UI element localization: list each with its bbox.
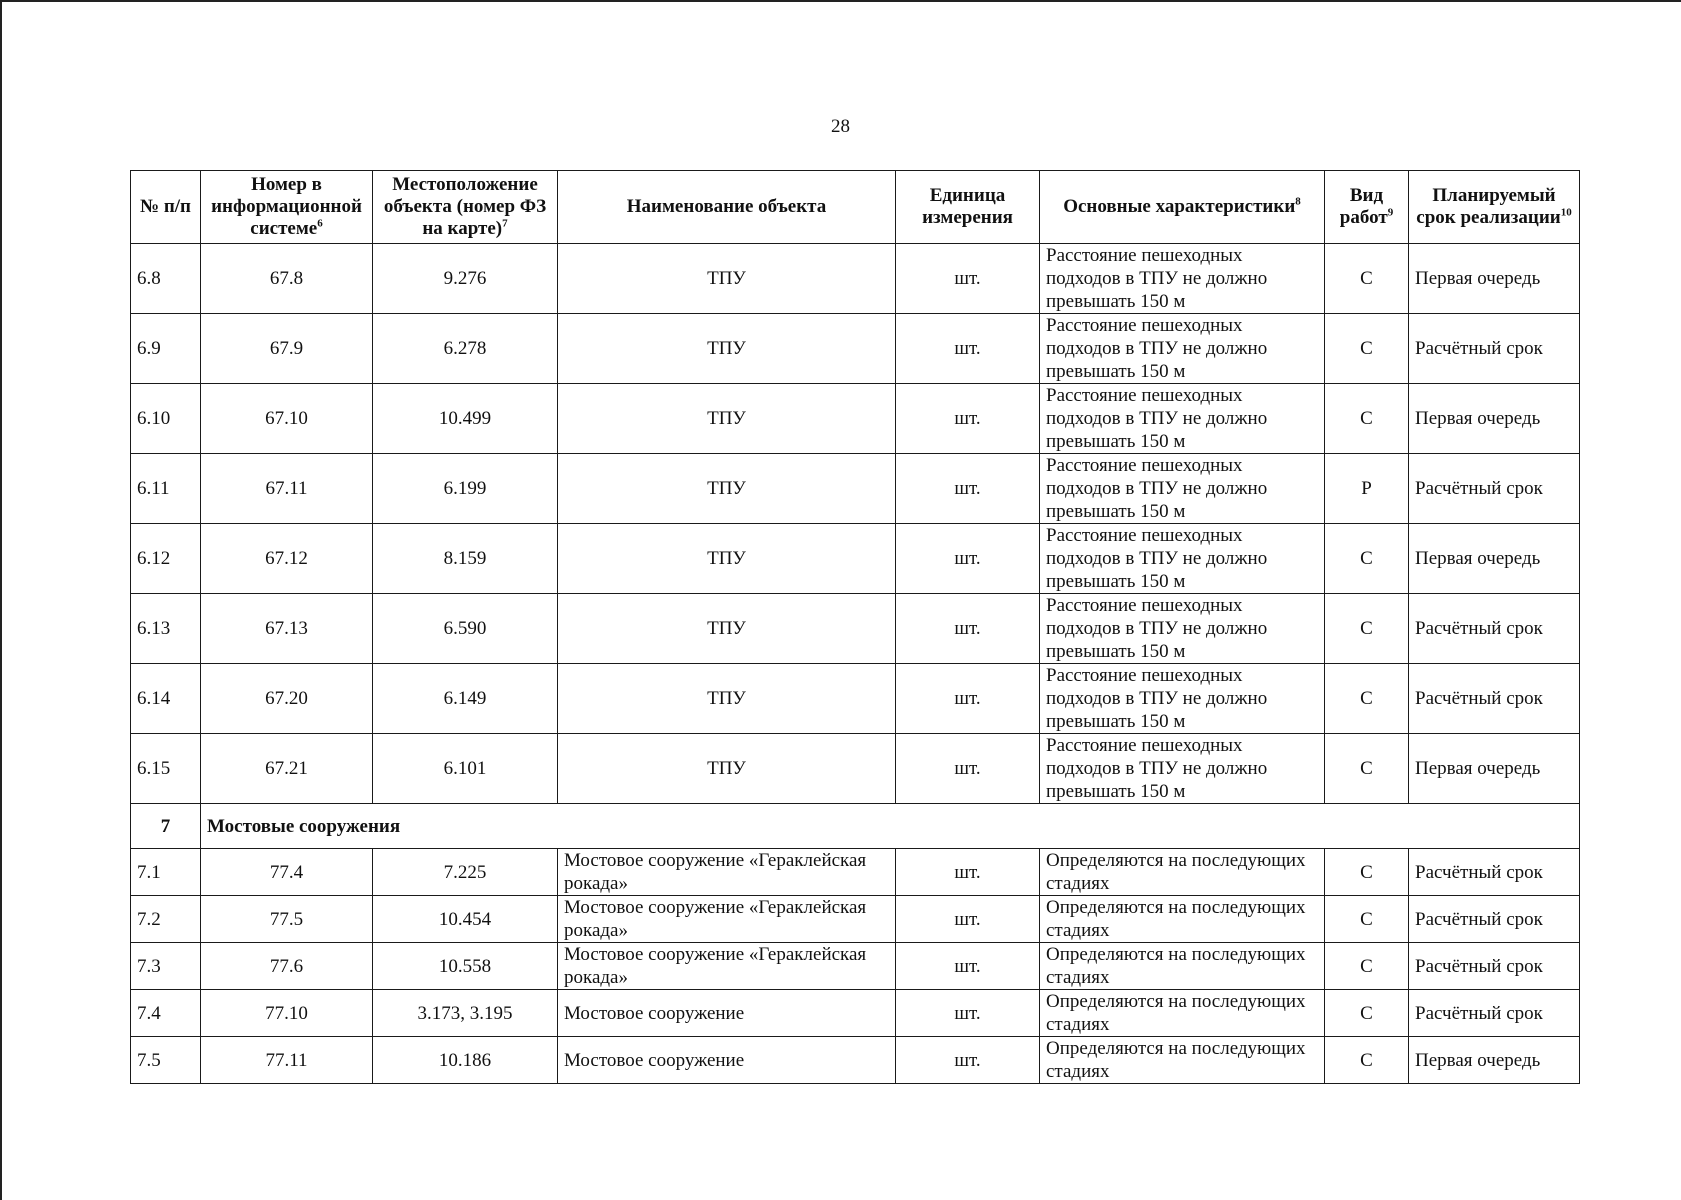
table-row [131,734,1580,804]
table-header-row [131,171,1580,244]
cell-characteristics: Определяются на последующих стадиях [1040,1037,1325,1084]
cell-work-type: С [1325,594,1409,664]
cell-work-type: Р [1325,454,1409,524]
cell-characteristics: Определяются на последующих стадиях [1040,990,1325,1037]
header-characteristics: Основные характеристики$^8$ [1040,171,1325,244]
cell-object-name: Мостовое сооружение «Гераклейская рокада» [558,943,896,990]
cell-location: 7.225 [373,849,558,896]
cell-location: 6.149 [373,664,558,734]
cell-info-number: 77.4 [201,849,373,896]
cell-location: 10.454 [373,896,558,943]
cell-location: 10.186 [373,1037,558,1084]
cell-object-name: ТПУ [558,664,896,734]
cell-work-type: С [1325,896,1409,943]
cell-num: 6.11 [131,454,201,524]
cell-info-number: 67.20 [201,664,373,734]
cell-work-type: С [1325,524,1409,594]
cell-unit: шт. [896,594,1040,664]
table-row [131,664,1580,734]
cell-characteristics: Расстояние пешеходных подходов в ТПУ не должно превышать 150 м [1040,594,1325,664]
cell-work-type: С [1325,1037,1409,1084]
scan-border-top [0,0,1681,2]
section-row [131,804,1580,849]
cell-object-name: ТПУ [558,524,896,594]
cell-work-type: С [1325,664,1409,734]
cell-term: Расчётный срок [1409,664,1580,734]
cell-term: Первая очередь [1409,384,1580,454]
cell-term: Расчётный срок [1409,594,1580,664]
table-row [131,384,1580,454]
cell-term: Расчётный срок [1409,896,1580,943]
cell-object-name: ТПУ [558,594,896,664]
header-object-name: Наименование объекта [558,171,896,244]
table-row [131,990,1580,1037]
cell-info-number: 67.13 [201,594,373,664]
cell-unit: шт. [896,384,1040,454]
scan-border-left [0,0,2,1200]
cell-location: 6.278 [373,314,558,384]
cell-info-number: 67.10 [201,384,373,454]
cell-unit: шт. [896,664,1040,734]
cell-num: 6.14 [131,664,201,734]
table-row [131,524,1580,594]
cell-num: 6.13 [131,594,201,664]
page-number: 28 [831,116,850,137]
cell-num: 6.10 [131,384,201,454]
table-row [131,1037,1580,1084]
cell-info-number: 67.11 [201,454,373,524]
cell-num: 7.2 [131,896,201,943]
cell-info-number: 67.21 [201,734,373,804]
cell-term: Первая очередь [1409,1037,1580,1084]
cell-num: 6.8 [131,244,201,314]
table-body [131,244,1580,1084]
cell-info-number: 67.9 [201,314,373,384]
header-unit: Единица измерения [896,171,1040,244]
cell-object-name: ТПУ [558,454,896,524]
table-row [131,943,1580,990]
cell-unit: шт. [896,734,1040,804]
cell-unit: шт. [896,244,1040,314]
cell-characteristics: Расстояние пешеходных подходов в ТПУ не должно превышать 150 м [1040,314,1325,384]
table-row [131,314,1580,384]
table-row [131,896,1580,943]
cell-unit: шт. [896,943,1040,990]
table-row [131,244,1580,314]
header-location: Местоположение объекта (номер ФЗ на карте)$^7$ [373,171,558,244]
table-row [131,849,1580,896]
cell-work-type: С [1325,734,1409,804]
cell-work-type: С [1325,384,1409,454]
cell-object-name: Мостовое сооружение «Гераклейская рокада» [558,849,896,896]
table-row [131,454,1580,524]
cell-location: 8.159 [373,524,558,594]
cell-work-type: С [1325,990,1409,1037]
cell-term: Расчётный срок [1409,943,1580,990]
cell-num: 6.9 [131,314,201,384]
cell-object-name: Мостовое сооружение [558,990,896,1037]
cell-characteristics: Определяются на последующих стадиях [1040,849,1325,896]
cell-characteristics: Расстояние пешеходных подходов в ТПУ не должно превышать 150 м [1040,734,1325,804]
header-work-type: Вид работ$^9$ [1325,171,1409,244]
cell-work-type: С [1325,314,1409,384]
section-title: Мостовые сооружения [201,804,1580,849]
cell-location: 6.590 [373,594,558,664]
cell-unit: шт. [896,524,1040,594]
cell-characteristics: Определяются на последующих стадиях [1040,896,1325,943]
cell-info-number: 77.6 [201,943,373,990]
cell-num: 7.3 [131,943,201,990]
cell-term: Первая очередь [1409,244,1580,314]
cell-location: 3.173, 3.195 [373,990,558,1037]
cell-work-type: С [1325,244,1409,314]
header-info-number: Номер в информационной системе$^6$ [201,171,373,244]
cell-characteristics: Расстояние пешеходных подходов в ТПУ не должно превышать 150 м [1040,524,1325,594]
cell-unit: шт. [896,990,1040,1037]
cell-term: Расчётный срок [1409,990,1580,1037]
cell-term: Расчётный срок [1409,849,1580,896]
cell-term: Первая очередь [1409,524,1580,594]
cell-unit: шт. [896,314,1040,384]
cell-location: 6.199 [373,454,558,524]
objects-table [130,170,1580,1084]
cell-characteristics: Определяются на последующих стадиях [1040,943,1325,990]
cell-num: 7.5 [131,1037,201,1084]
cell-object-name: Мостовое сооружение [558,1037,896,1084]
cell-characteristics: Расстояние пешеходных подходов в ТПУ не должно превышать 150 м [1040,244,1325,314]
cell-term: Расчётный срок [1409,454,1580,524]
cell-unit: шт. [896,896,1040,943]
cell-object-name: Мостовое сооружение «Гераклейская рокада» [558,896,896,943]
cell-term: Расчётный срок [1409,314,1580,384]
cell-characteristics: Расстояние пешеходных подходов в ТПУ не должно превышать 150 м [1040,384,1325,454]
cell-object-name: ТПУ [558,384,896,454]
cell-info-number: 77.11 [201,1037,373,1084]
section-number: 7 [131,804,201,849]
cell-info-number: 77.5 [201,896,373,943]
cell-num: 6.15 [131,734,201,804]
cell-location: 9.276 [373,244,558,314]
cell-info-number: 77.10 [201,990,373,1037]
cell-info-number: 67.8 [201,244,373,314]
cell-unit: шт. [896,849,1040,896]
cell-object-name: ТПУ [558,734,896,804]
cell-num: 7.4 [131,990,201,1037]
cell-term: Первая очередь [1409,734,1580,804]
cell-num: 6.12 [131,524,201,594]
header-term: Планируемый срок реализации$^{10}$ [1409,171,1580,244]
cell-location: 10.499 [373,384,558,454]
cell-work-type: С [1325,849,1409,896]
cell-object-name: ТПУ [558,244,896,314]
cell-work-type: С [1325,943,1409,990]
table-row [131,594,1580,664]
cell-object-name: ТПУ [558,314,896,384]
header-num: № п/п [131,171,201,244]
cell-location: 10.558 [373,943,558,990]
cell-characteristics: Расстояние пешеходных подходов в ТПУ не должно превышать 150 м [1040,664,1325,734]
cell-unit: шт. [896,454,1040,524]
cell-characteristics: Расстояние пешеходных подходов в ТПУ не должно превышать 150 м [1040,454,1325,524]
cell-unit: шт. [896,1037,1040,1084]
cell-num: 7.1 [131,849,201,896]
cell-info-number: 67.12 [201,524,373,594]
cell-location: 6.101 [373,734,558,804]
